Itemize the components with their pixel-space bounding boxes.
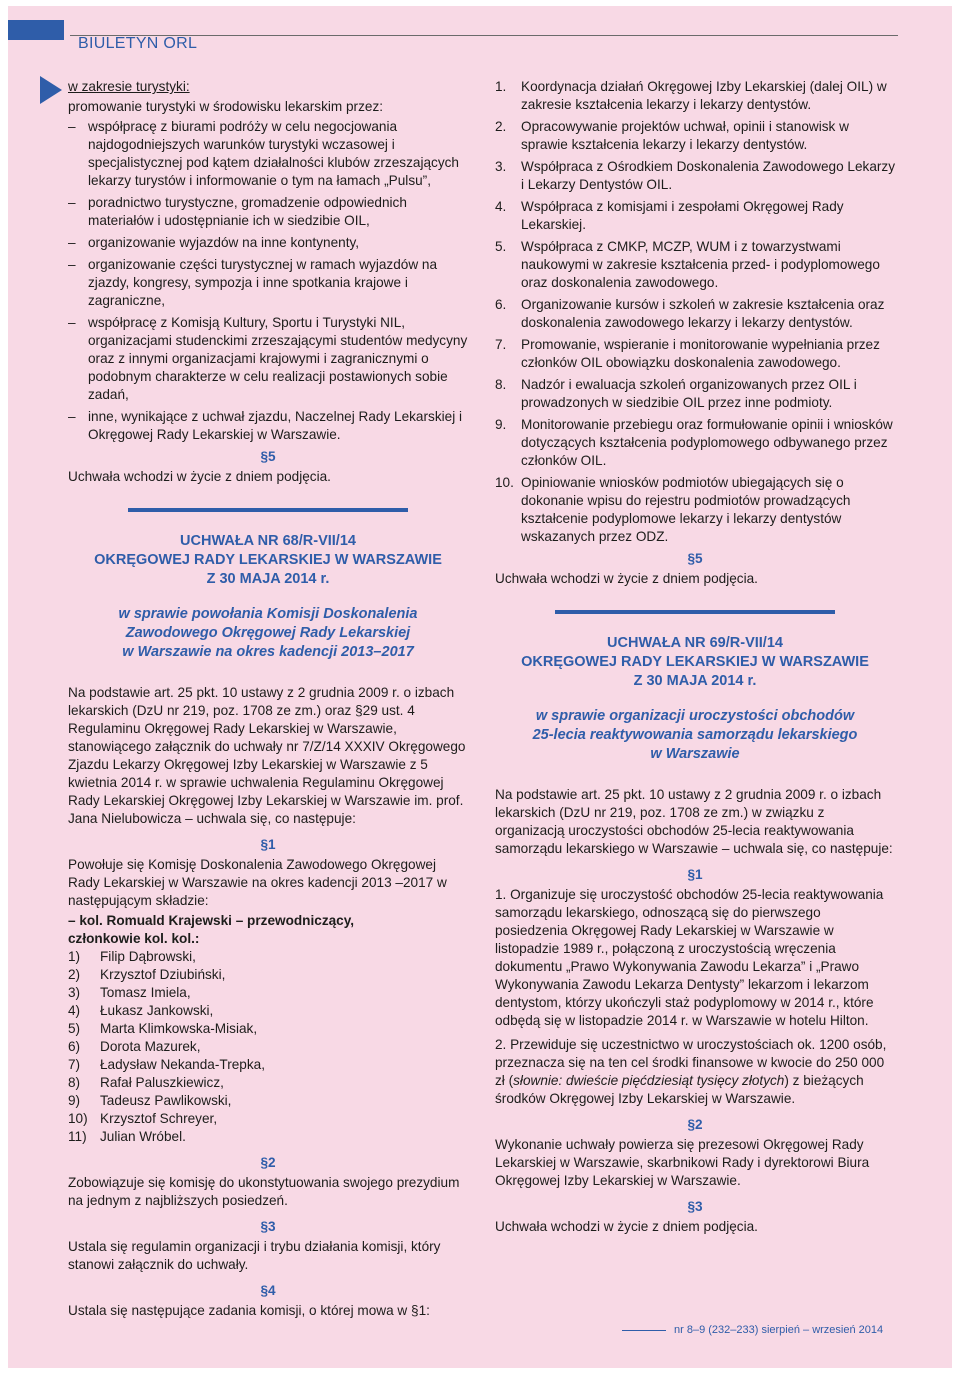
list-item: 7) Ładysław Nekanda-Trepka,: [68, 1057, 265, 1072]
paragraph-text: 2. Przewiduje się uczestnictwo w uroczystościach ok. 1200 osób, przeznacza się na ten cel środki finansowe w kwocie do 250 000 zł (słownie: dwieście pięćdziesiąt tysięcy złotych) z bieżących środków Okręgowej Izby Lekarskiej w Warszawie.: [495, 1037, 887, 1106]
right-column: [495, 78, 895, 1238]
list-item: 1) Filip Dąbrowski,: [68, 949, 196, 964]
intro-text: promowanie turystyki w środowisku lekarskim przez:: [68, 99, 384, 114]
list-item: – poradnictwo turystyczne, gromadzenie odpowiednich materiałów i udostępnianie ich w siedzibie OIL,: [68, 195, 407, 228]
section-heading: w zakresie turystyki:: [68, 79, 190, 94]
list-item: – współpracę z biurami podróży w celu negocjowania najdogodniejszych warunków turystyki wczasowej i specjalistycznej pod kątem działalności klubów zrzeszających lekarzy turystów i informowanie o tym na łamach „Pulsu”,: [68, 119, 459, 188]
footer: [622, 1324, 883, 1336]
footer-issue: nr 8–9 (232–233) sierpień – wrzesień 2014: [674, 1324, 884, 1336]
list-item: 8. Nadzór i ewaluacja szkoleń organizowanych przez OIL i prowadzonych w siedzibie OIL przez inne podmioty.: [495, 377, 857, 410]
left-column: [68, 78, 468, 1322]
paragraph-text: 1. Organizuje się uroczystość obchodów 25-lecia reaktywowania samorządu lekarskiego, odnoszącą się do pierwszego posiedzenia Okręgowej Rady Lekarskiej w Warszawie w listopadzie 1989 r., połączoną z uroczystością wręczenia dokumentu „Prawo Wykonywania Zawodu Lekarza” i „Prawo Wykonywania Zawodu Lekarza Dentysty” lekarzom i lekarzom dentystom, którzy ukończyli staż podyplomowy w 2014 r., które odbędą się w listopadzie 2014 r. w Warszawie w hotelu Hilton.: [495, 887, 884, 1028]
arrow-icon: [40, 76, 62, 104]
list-item: – inne, wynikające z uchwał zjazdu, Naczelnej Rady Lekarskiej i Okręgowej Rady Lekarskiej w Warszawie.: [68, 409, 463, 442]
resolution-title: UCHWAŁA NR 69/R-VII/14: [607, 635, 783, 651]
paragraph-text: Ustala się regulamin organizacji i trybu działania komisji, który stanowi załącznik do uchwały.: [68, 1239, 441, 1272]
list-item: 8) Rafał Paluszkiewicz,: [68, 1075, 224, 1090]
header-accent-block: [8, 20, 64, 40]
page: [8, 6, 952, 1368]
chairman: – kol. Romuald Krajewski – przewodniczący,: [68, 913, 355, 928]
tasks-list: [495, 78, 895, 546]
legal-basis: Na podstawie art. 25 pkt. 10 ustawy z 2 grudnia 2009 r. o izbach lekarskich (DzU nr 219, poz. 1708 ze zm.) w związku z organizacją uroczystości obchodów 25-lecia reaktywowania samorządu lekarskiego w Warszawie – uchwala się, co następuje:: [495, 787, 893, 856]
list-item: 6. Organizowanie kursów i szkoleń w zakresie kształcenia oraz doskonalenia zawodowego lekarzy i lekarzy dentystów.: [495, 297, 885, 330]
list-item: 10. Opiniowanie wniosków podmiotów ubiegających się o dokonanie wpisu do rejestru podmiotów prowadzących kształcenie podyplomowe lekarzy i lekarzy dentystów wskazanych przez ODZ.: [495, 475, 851, 544]
list-item: 3. Współpraca z Ośrodkiem Doskonalenia Zawodowego Lekarzy i Lekarzy Dentystów OIL.: [495, 159, 896, 192]
resolution-title: UCHWAŁA NR 68/R-VII/14: [180, 533, 356, 549]
separator: [555, 610, 835, 614]
paragraph-text: Uchwała wchodzi w życie z dniem podjęcia.: [495, 571, 758, 586]
paragraph-text: Ustala się następujące zadania komisji, o której mowa w §1:: [68, 1303, 430, 1318]
list-item: 5) Marta Klimkowska-Misiak,: [68, 1021, 258, 1036]
resolution-title: OKRĘGOWEJ RADY LEKARSKIEJ W WARSZAWIE: [521, 654, 869, 670]
list-item: 2) Krzysztof Dziubiński,: [68, 967, 226, 982]
list-item: 5. Współpraca z CMKP, MCZP, WUM i z towarzystwami naukowymi w zakresie kształcenia przed- i podyplomowego oraz doskonalenia zawodowego.: [495, 239, 880, 290]
resolution-title: Z 30 MAJA 2014 r.: [206, 571, 330, 587]
footer-rule: [622, 1330, 666, 1331]
list-item: 7. Promowanie, wspieranie i monitorowanie wypełniania przez członków OIL obowiązku doskonalenia zawodowego.: [495, 337, 880, 370]
paragraph-text: Uchwała wchodzi w życie z dniem podjęcia.: [68, 469, 331, 484]
header-title: BIULETYN ORL: [78, 35, 198, 52]
members-label: członkowie kol. kol.:: [68, 931, 200, 946]
separator: [128, 508, 408, 512]
paragraph-mark: §2: [687, 1117, 703, 1132]
paragraph-mark: §5: [687, 551, 703, 566]
list-item: 3) Tomasz Imiela,: [68, 985, 191, 1000]
paragraph-mark: §3: [260, 1219, 276, 1234]
list-item: 9) Tadeusz Pawlikowski,: [68, 1093, 232, 1108]
list-item: 4. Współpraca z komisjami i zespołami Okręgowej Rady Lekarskiej.: [495, 199, 844, 232]
paragraph-mark: §2: [260, 1155, 276, 1170]
resolution-title: OKRĘGOWEJ RADY LEKARSKIEJ W WARSZAWIE: [94, 552, 442, 568]
list-item: 10) Krzysztof Schreyer,: [68, 1111, 218, 1126]
list-item: 2. Opracowywanie projektów uchwał, opinii i stanowisk w sprawie kształcenia lekarzy i lekarzy dentystów.: [495, 119, 849, 152]
list-item: 6) Dorota Mazurek,: [68, 1039, 201, 1054]
members-list: [68, 948, 468, 1146]
resolution-title: Z 30 MAJA 2014 r.: [633, 673, 757, 689]
list-item: – organizowanie wyjazdów na inne kontynenty,: [68, 235, 360, 250]
list-item: 1. Koordynacja działań Okręgowej Izby Lekarskiej (dalej OIL) w zakresie kształcenia lekarzy i lekarzy dentystów.: [495, 79, 887, 112]
paragraph-mark: §3: [687, 1199, 703, 1214]
resolution-subject: w sprawie powołania Komisji Doskonalenia Zawodowego Okręgowej Rady Lekarskiej w Warszawie na okres kadencji 2013–2017: [118, 606, 418, 660]
paragraph-mark: §4: [260, 1283, 276, 1298]
paragraph-text: Wykonanie uchwały powierza się prezesowi Okręgowej Rady Lekarskiej w Warszawie, skarbnikowi Rady i dyrektorowi Biura Okręgowej Izby Lekarskiej w Warszawie.: [495, 1137, 870, 1188]
list-item: 11) Julian Wróbel.: [68, 1129, 186, 1144]
paragraph-mark: §1: [260, 837, 276, 852]
paragraph-text: Powołuje się Komisję Doskonalenia Zawodowego Okręgowej Rady Lekarskiej w Warszawie na okres kadencji 2013 –2017 w następującym składzie:: [68, 857, 447, 908]
paragraph-mark: §1: [687, 867, 703, 882]
legal-basis: Na podstawie art. 25 pkt. 10 ustawy z 2 grudnia 2009 r. o izbach lekarskich (DzU nr 219, poz. 1708 ze zm.) oraz §29 ust. 4 Regulaminu Okręgowej Rady Lekarskiej w Warszawie, stanowiącego załącznik do uchwały nr 7/Z/14 XXXIV Okręgowego Zjazdu Lekarzy Okręgowej Izby Lekarskiej w Warszawie z 5 kwietnia 2014 r. w sprawie uchwalenia Regulaminu Okręgowej Rady Lekarskiej Okręgowej Izby Lekarskiej w Warszawie im. prof. Jana Nielubowicza – uchwala się, co następuje:: [68, 685, 466, 826]
list-item: – współpracę z Komisją Kultury, Sportu i Turystyki NIL, organizacjami studenckimi zrzeszającymi studentów medycyny oraz z innymi organizacjami krajowymi i zagranicznymi o podobnym charakterze w celu realizacji postawionych sobie zadań,: [68, 315, 468, 402]
resolution-subject: w sprawie organizacji uroczystości obchodów 25-lecia reaktywowania samorządu lekarskiego w Warszawie: [532, 708, 858, 762]
list-item: 4) Łukasz Jankowski,: [68, 1003, 214, 1018]
paragraph-text: Zobowiązuje się komisję do ukonstytuowania swojego prezydium na jednym z najbliższych posiedzeń.: [68, 1175, 460, 1208]
list-item: – organizowanie części turystycznej w ramach wyjazdów na zjazdy, kongresy, sympozja i inne spotkania krajowe i zagraniczne,: [68, 257, 438, 308]
paragraph-text: Uchwała wchodzi w życie z dniem podjęcia.: [495, 1219, 758, 1234]
paragraph-mark: §5: [260, 449, 276, 464]
list-item: 9. Monitorowanie przebiegu oraz formułowanie opinii i wniosków dotyczących kształcenia podyplomowego odbywanego przez członków OIL.: [495, 417, 893, 468]
